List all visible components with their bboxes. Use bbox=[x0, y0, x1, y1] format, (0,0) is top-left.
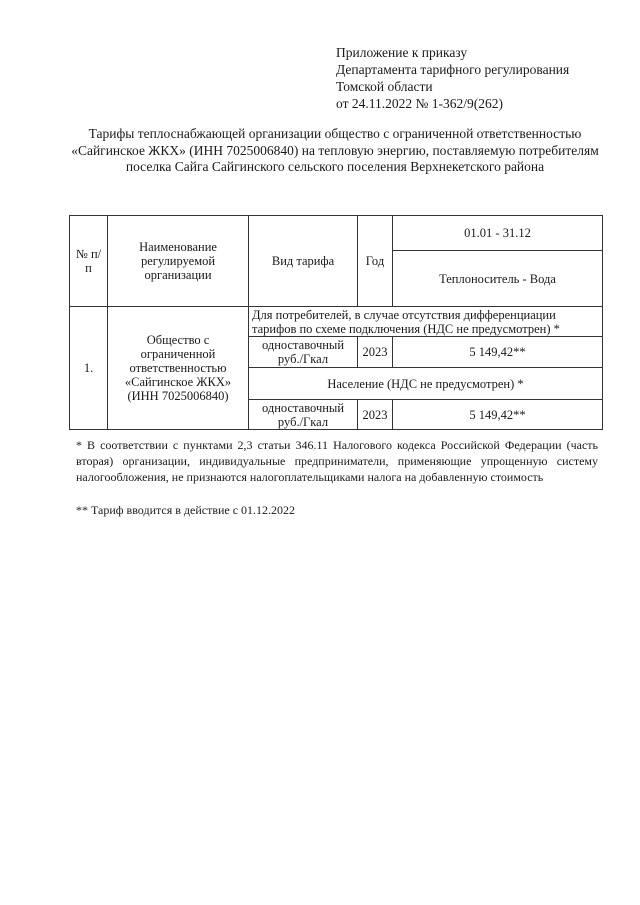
tariff-value-cell: 5 149,42** bbox=[393, 400, 603, 430]
tariff-type-cell: одноставочный руб./Гкал bbox=[249, 337, 358, 368]
header-num: № п/п bbox=[70, 216, 108, 307]
row-org: Общество с ограниченной ответственностью «Сайгинское ЖКХ» (ИНН 7025006840) bbox=[108, 307, 249, 430]
header-carrier: Теплоноситель - Вода bbox=[393, 251, 603, 307]
appendix-line: Департамента тарифного регулирования bbox=[336, 62, 570, 77]
appendix-order-date: от 24.11.2022 № 1-362/9(262) bbox=[336, 96, 503, 111]
section-consumers: Для потребителей, в случае отсутствия дифференциации тарифов по схеме подключения (НДС не предусмотрен) * bbox=[249, 307, 603, 337]
row-num: 1. bbox=[70, 307, 108, 430]
footnote-vat: * В соответствии с пунктами 2,3 статьи 346.11 Налогового кодекса Российской Федерации (часть вторая) организации, индивидуальные предприниматели, применяющие упрощенную систему налогообложения, не признаются налогоплательщиками налога на добавленную стоимость bbox=[76, 438, 598, 484]
header-tariff-type: Вид тарифа bbox=[249, 216, 358, 307]
year-cell: 2023 bbox=[358, 400, 393, 430]
appendix-line: Приложение к приказу bbox=[336, 45, 468, 60]
header-year: Год bbox=[358, 216, 393, 307]
footnote-effective-date: ** Тариф вводится в действие с 01.12.2022 bbox=[76, 503, 296, 517]
tariff-value-cell: 5 149,42** bbox=[393, 337, 603, 368]
appendix-header bbox=[336, 44, 569, 112]
header-period: 01.01 - 31.12 bbox=[393, 216, 603, 251]
document-title: Тарифы теплоснабжающей организации общество с ограниченной ответственностью «Сайгинское ЖКХ» (ИНН 7025006840) на тепловую энергию, поставляемую потребителям поселка Сайга Сайгинского сельского поселения Верхнекетского района bbox=[71, 126, 599, 174]
appendix-line: Томской области bbox=[336, 79, 433, 94]
header-org: Наименование регулируемой организации bbox=[108, 216, 249, 307]
tariff-table bbox=[69, 215, 603, 430]
section-population: Население (НДС не предусмотрен) * bbox=[249, 368, 603, 400]
tariff-type-cell: одноставочный руб./Гкал bbox=[249, 400, 358, 430]
year-cell: 2023 bbox=[358, 337, 393, 368]
